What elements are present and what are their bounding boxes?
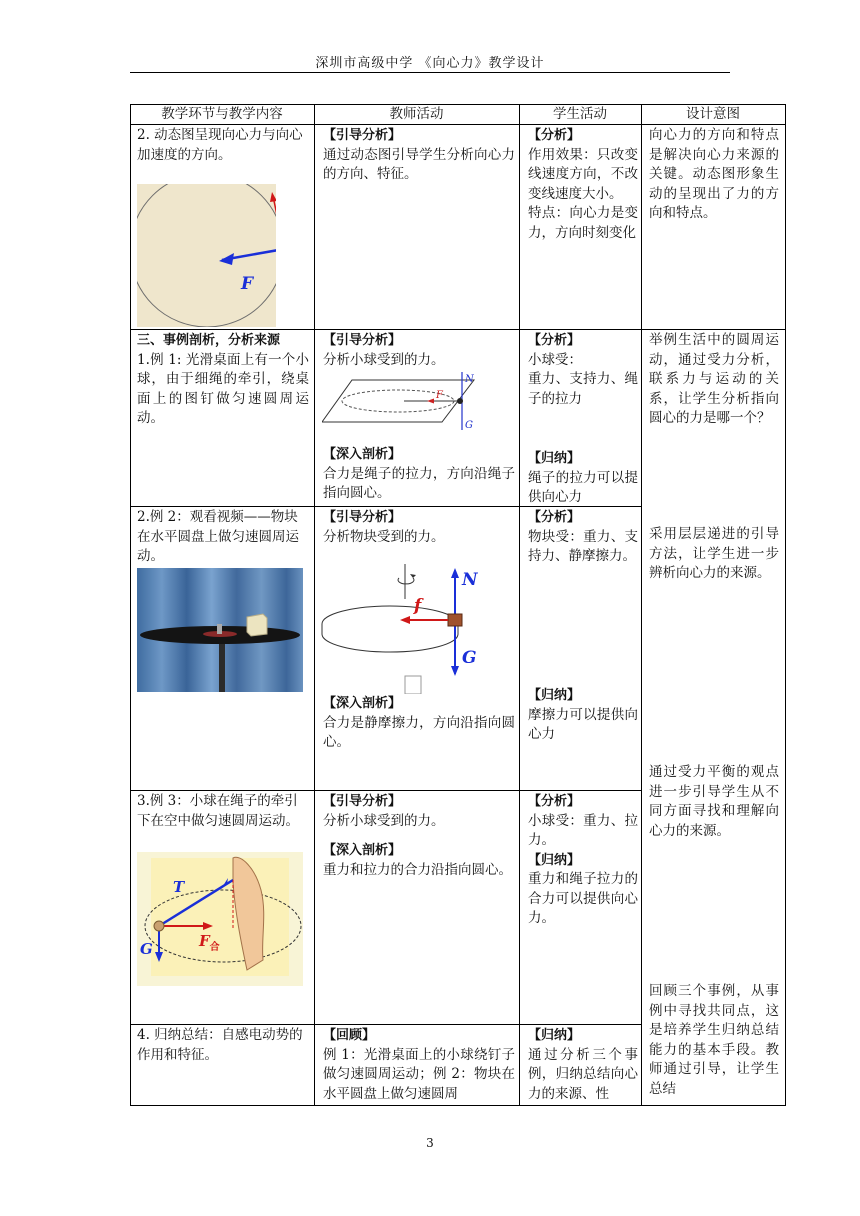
row3-intent-a: 采用层层递进的引导方法，让学生进一步辨析向心力的来源。 xyxy=(649,526,779,581)
student-text: 物块受：重力、支持力、静摩擦力。 xyxy=(528,528,638,564)
table-border-bottom xyxy=(130,1105,786,1106)
teacher-text: 分析物块受到的力。 xyxy=(323,528,445,545)
student-text: 小球受： xyxy=(528,351,582,368)
gravity-label: G xyxy=(140,940,153,958)
student-text: 通过分析三个事例，归纳总结向心力的来源、性 xyxy=(528,1046,638,1102)
header-rule xyxy=(130,72,730,73)
guide-analysis-tag: 【引导分析】 xyxy=(323,794,402,809)
row4-student xyxy=(528,792,638,929)
table-border-right xyxy=(785,104,786,1106)
teacher-text: 合力是静摩擦力，方向沿指向圆心。 xyxy=(323,714,515,750)
column-divider xyxy=(641,104,642,1106)
row2-intent: 举例生活中的圆周运动，通过受力分析，联系力与运动的关系，让学生分析指向圆心的力是哪一个？ xyxy=(649,332,779,426)
row4-teacher xyxy=(323,792,515,880)
student-text: 小球受：重力、拉力。 xyxy=(528,812,638,848)
student-text: 绳子的拉力可以提供向心力 xyxy=(528,469,638,505)
column-divider xyxy=(519,104,520,1106)
row2-teacher-top xyxy=(323,331,515,370)
guide-analysis-tag: 【引导分析】 xyxy=(323,128,402,143)
circle-motion-figure xyxy=(137,184,276,327)
net-force-subscript: 合 xyxy=(209,942,220,953)
page-header: 深圳市高级中学 《向心力》教学设计 xyxy=(315,56,545,71)
teacher-text: 分析小球受到的力。 xyxy=(323,351,445,368)
row3-student-top xyxy=(528,508,638,567)
row3-content: 2.例 2：观看视频——物块在水平圆盘上做匀速圆周运动。 xyxy=(137,509,299,564)
student-text: 作用效果：只改变线速度方向，不改变线速度大小。 xyxy=(528,146,638,202)
guide-analysis-tag: 【引导分析】 xyxy=(323,333,402,348)
tension-label: T xyxy=(173,878,185,896)
row2-student-bottom xyxy=(528,449,638,508)
row1-intent: 向心力的方向和特点是解决向心力来源的关键。动态图形象生动的呈现出了力的方向和特点。 xyxy=(649,127,779,221)
row-rule xyxy=(130,329,786,330)
net-force-symbol: F xyxy=(199,932,210,950)
row-rule xyxy=(130,790,642,791)
header-intent: 设计意图 xyxy=(686,106,740,122)
teacher-text: 重力和拉力的合力沿指向圆心。 xyxy=(323,861,512,878)
row2-teacher-bottom xyxy=(323,445,515,504)
row1-student xyxy=(528,126,638,243)
summary-tag: 【归纳】 xyxy=(528,852,581,868)
gravity-label: G xyxy=(465,420,473,431)
disk-block-figure xyxy=(320,564,480,694)
row2-student-top xyxy=(528,331,638,409)
tension-label: F xyxy=(436,390,443,401)
row4-content: 3.例 3：小球在绳子的牵引下在空中做匀速圆周运动。 xyxy=(137,793,299,829)
deep-analysis-tag: 【深入剖析】 xyxy=(323,843,402,858)
row4-intent: 回顾三个事例，从事例中寻找共同点，这是培养学生归纳总结能力的基本手段。教师通过引导，让学生总结 xyxy=(649,983,779,1097)
summary-tag: 【归纳】 xyxy=(528,1028,581,1043)
video-still-figure xyxy=(137,568,303,692)
row5-teacher xyxy=(323,1026,515,1104)
row5-content: 4. 归纳总结：自感电动势的作用和特征。 xyxy=(137,1027,303,1063)
row1-teacher xyxy=(323,126,515,185)
analysis-tag: 【分析】 xyxy=(528,128,581,143)
student-text: 重力和绳子拉力的合力可以提供向心力。 xyxy=(528,871,638,926)
header-student: 学生活动 xyxy=(553,106,607,122)
row2-content xyxy=(137,331,309,429)
row1-content: 2. 动态图呈现向心力与向心加速度的方向。 xyxy=(137,127,303,163)
header-teacher: 教师活动 xyxy=(389,106,444,122)
conical-pendulum-figure xyxy=(137,852,303,986)
student-text: 摩擦力可以提供向心力 xyxy=(528,706,638,742)
row5-student xyxy=(528,1026,638,1104)
review-tag: 【回顾】 xyxy=(323,1028,376,1043)
student-text: 特点：向心力是变力，方向时刻变化 xyxy=(528,205,638,241)
row3-teacher-bottom xyxy=(323,694,515,753)
deep-analysis-tag: 【深入剖析】 xyxy=(323,696,402,711)
normal-force-label: N xyxy=(462,570,478,590)
teacher-text: 例 1：光滑桌面上的小球绕钉子做匀速圆周运动；例 2：物块在水平圆盘上做匀速圆周 xyxy=(323,1046,515,1102)
analysis-tag: 【分析】 xyxy=(528,333,581,348)
spacer xyxy=(323,831,515,841)
teacher-text: 合力是绳子的拉力，方向沿绳子指向圆心。 xyxy=(323,465,515,501)
normal-force-label: N xyxy=(465,374,474,385)
table-border-left xyxy=(130,104,131,1106)
teacher-text: 分析小球受到的力。 xyxy=(323,812,445,829)
teacher-text: 通过动态图引导学生分析向心力的方向、特征。 xyxy=(323,146,515,182)
header-content: 教学环节与教学内容 xyxy=(161,106,283,122)
table-ball-figure xyxy=(322,370,482,436)
force-label: F xyxy=(241,274,254,294)
column-divider xyxy=(314,104,315,1106)
page-number: 3 xyxy=(426,1136,434,1150)
section-title: 三、事例剖析，分析来源 xyxy=(137,333,281,348)
gravity-label: G xyxy=(462,648,477,668)
net-force-label xyxy=(199,932,220,953)
friction-label: f xyxy=(414,596,422,616)
row3-intent-b: 通过受力平衡的观点进一步引导学生从不同方面寻找和理解向心力的来源。 xyxy=(649,764,779,839)
student-text: 重力、支持力、绳子的拉力 xyxy=(528,371,638,407)
header-row-rule xyxy=(130,124,786,125)
deep-analysis-tag: 【深入剖析】 xyxy=(323,447,402,462)
lesson-table xyxy=(130,104,786,1106)
analysis-tag: 【分析】 xyxy=(528,794,581,809)
summary-tag: 【归纳】 xyxy=(528,688,581,703)
analysis-tag: 【分析】 xyxy=(528,510,581,525)
summary-tag: 【归纳】 xyxy=(528,451,581,466)
row3-teacher-top xyxy=(323,508,515,547)
row3-student-bottom xyxy=(528,686,638,745)
row-rule xyxy=(130,1024,642,1025)
guide-analysis-tag: 【引导分析】 xyxy=(323,510,402,525)
example-text: 1.例 1: 光滑桌面上有一个小球，由于细绳的牵引，绕桌面上的图钉做匀速圆周运动。 xyxy=(137,351,309,426)
